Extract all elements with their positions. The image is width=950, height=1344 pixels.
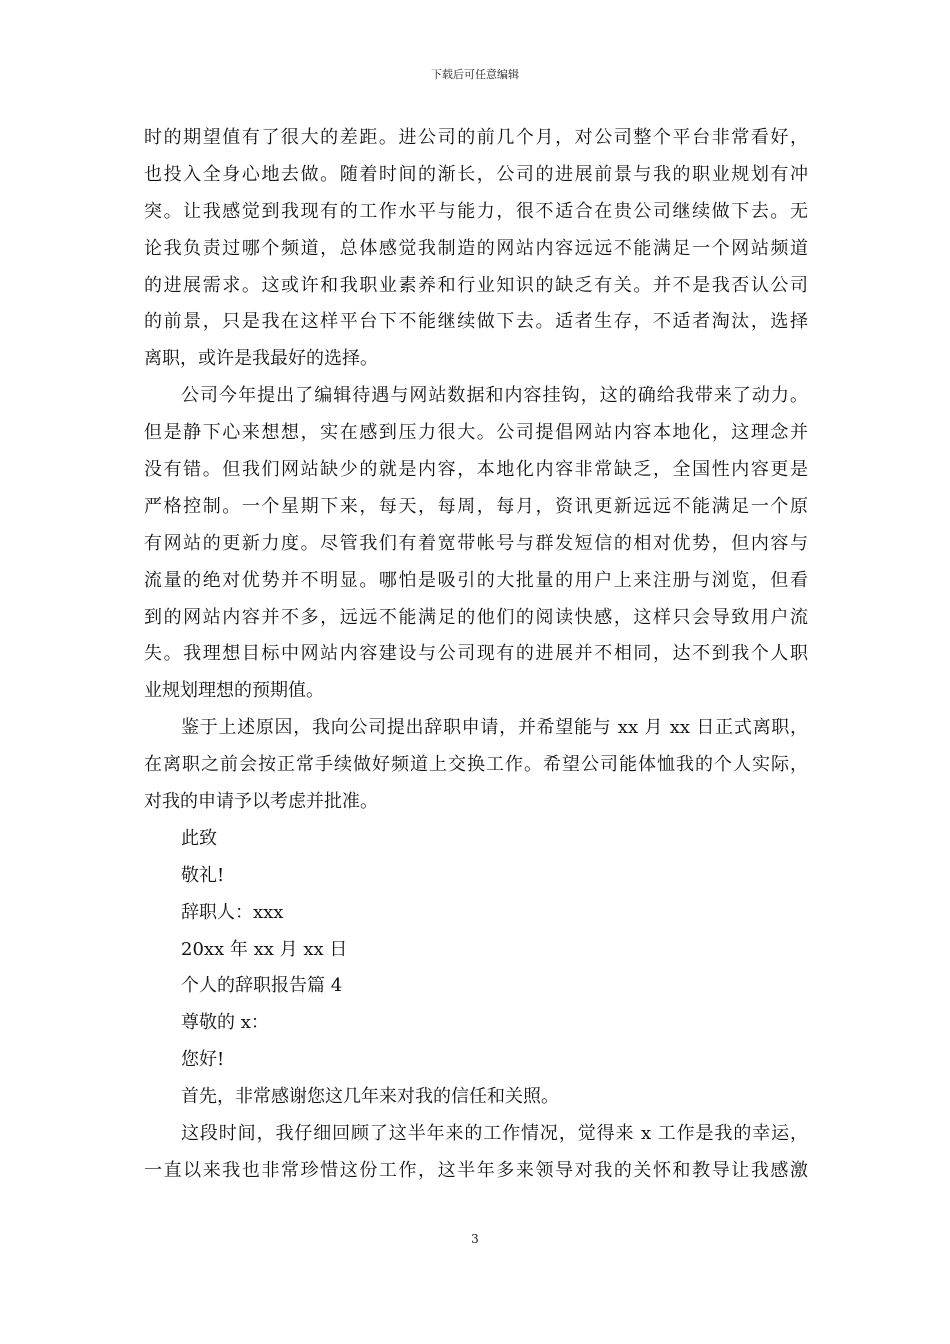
paragraph-first-line: 鉴于上述原因，我向公司提出辞职申请，并希望能与 xx 月 xx 日正式离职， (181, 717, 808, 739)
page-number: 3 (471, 1232, 479, 1246)
signature-line: 辞职人：xxx (181, 901, 284, 923)
body-line: 有网站的更新力度。尽管我们有着宽带帐号与群发短信的相对优势，但内容与 (144, 532, 808, 554)
date-line: 20xx 年 xx 月 xx 日 (181, 938, 348, 960)
body-line: 离职，或许是我最好的选择。 (144, 348, 378, 370)
body-line: 也投入全身心地去做。随着时间的渐长，公司的进展前景与我的职业规划有冲 (144, 163, 808, 185)
greeting-recipient: 尊敬的 x： (181, 1012, 269, 1034)
body-line: 严格控制。一个星期下来，每天，每周，每月，资讯更新远远不能满足一个原 (144, 495, 808, 517)
body-line: 但是静下心来想想，实在感到压力很大。公司提倡网站内容本地化，这理念并 (144, 422, 808, 444)
body-line: 时的期望值有了很大的差距。进公司的前几个月，对公司整个平台非常看好， (144, 127, 808, 148)
body-line: 失。我理想目标中网站内容建设与公司现有的进展并不相同，达不到我个人职 (144, 643, 808, 665)
body-line: 的进展需求。这或许和我职业素养和行业知识的缺乏有关。并不是我否认公司 (144, 274, 808, 296)
body-line: 到的网站内容并不多，远远不能满足的他们的阅读快感，这样只会导致用户流 (144, 606, 808, 628)
body-line: 没有错。但我们网站缺少的就是内容，本地化内容非常缺乏，全国性内容更是 (144, 459, 808, 481)
paragraph-first-line: 公司今年提出了编辑待遇与网站数据和内容挂钩，这的确给我带来了动力。 (181, 385, 808, 407)
section-title: 个人的辞职报告篇 4 (181, 975, 343, 997)
greeting-hello: 您好! (181, 1049, 225, 1071)
body-line: 在离职之前会按正常手续做好频道上交换工作。希望公司能体恤我的个人实际， (144, 754, 808, 776)
body-line: 一直以来我也非常珍惜这份工作，这半年多来领导对我的关怀和教导让我感激 (144, 1159, 808, 1181)
paragraph-first-line: 首先，非常感谢您这几年来对我的信任和关照。 (181, 1086, 559, 1108)
body-line: 论我负责过哪个频道，总体感觉我制造的网站内容远远不能满足一个网站频道 (144, 237, 808, 259)
closing-salutation: 此致 (181, 827, 217, 849)
body-line: 对我的申请予以考虑并批准。 (144, 791, 378, 813)
body-line: 突。让我感觉到我现有的工作水平与能力，很不适合在贵公司继续做下去。无 (144, 200, 808, 222)
body-line: 业规划理想的预期值。 (144, 680, 324, 702)
paragraph-first-line: 这段时间，我仔细回顾了这半年来的工作情况，觉得来 x 工作是我的幸运， (181, 1123, 808, 1145)
body-line: 流量的绝对优势并不明显。哪怕是吸引的大批量的用户上来注册与浏览，但看 (144, 569, 808, 591)
page-header: 下载后可任意编辑 (431, 68, 519, 81)
body-line: 的前景，只是我在这样平台下不能继续做下去。适者生存，不适者淘汰，选择 (144, 311, 808, 333)
closing-regards: 敬礼! (181, 864, 225, 886)
document-body (144, 120, 808, 1190)
